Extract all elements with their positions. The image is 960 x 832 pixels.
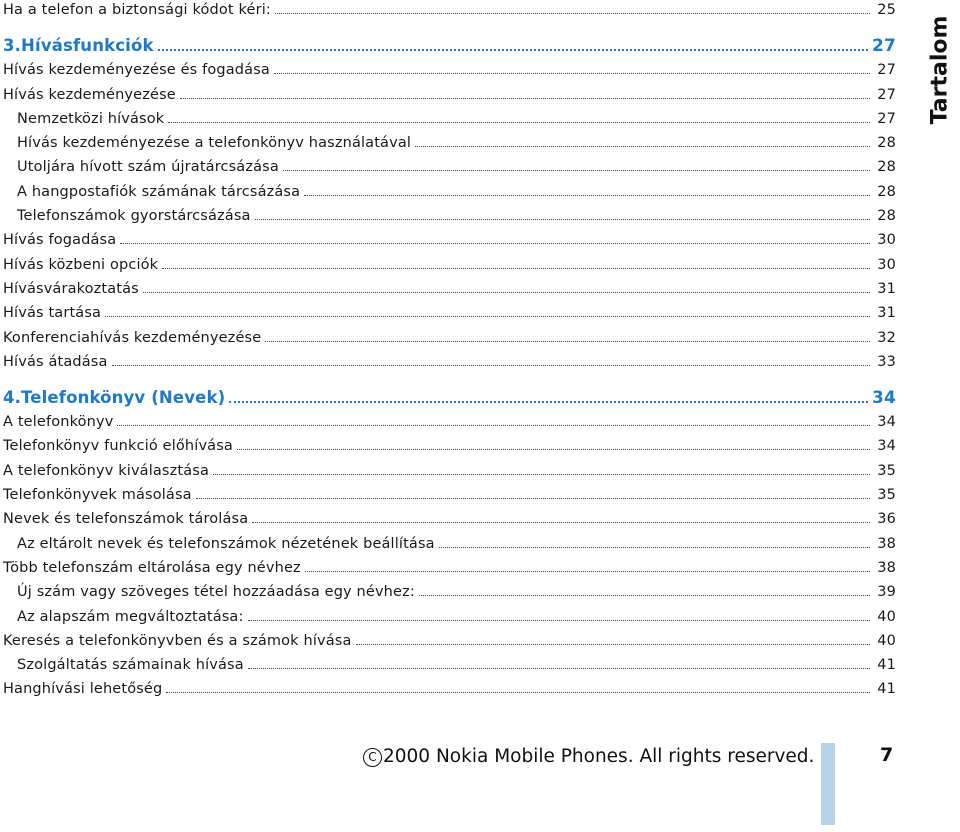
toc-entry-title: Hívás kezdeményezése a telefonkönyv használatával [17,135,412,152]
dot-leader [168,122,870,123]
toc-entry[interactable] [3,281,896,305]
toc-entry[interactable] [3,609,896,633]
toc-entry-title: Új szám vagy szöveges tétel hozzáadása egy névhez: [17,584,415,601]
dot-leader [112,365,871,366]
toc-entry[interactable] [3,111,896,135]
toc-entry-page: 39 [877,584,896,601]
toc-entry[interactable] [3,87,896,111]
toc-entry-title: A telefonkönyv kiválasztása [3,462,209,479]
dot-leader [105,316,870,317]
dot-leader [274,73,870,74]
toc-entry-page: 35 [877,487,896,504]
toc-entry-page: 38 [877,559,896,576]
toc-entry-title: Hívás közbeni opciók [3,256,159,273]
toc-entry-page: 34 [872,388,896,409]
toc-entry[interactable] [3,257,896,281]
toc-entry[interactable] [3,159,896,183]
toc-section-entry[interactable] [3,36,896,62]
toc-entry-title: Konferenciahívás kezdeményezése [3,329,262,346]
toc-entry-page: 28 [877,159,896,176]
toc-entry-page: 27 [877,86,896,103]
toc-entry[interactable] [3,354,896,378]
toc-entry-page: 40 [877,608,896,625]
toc-entry[interactable] [3,584,896,608]
dot-leader [304,195,870,196]
dot-leader [117,425,870,426]
dot-leader [275,13,870,14]
toc-entry-page: 30 [877,256,896,273]
dot-leader [166,692,870,693]
dot-leader [265,341,870,342]
toc-entry-page: 28 [877,135,896,152]
toc-entry-title: A telefonkönyv [3,414,114,431]
toc-entry-title: 3.Hívásfunkciók [3,36,154,56]
toc-entry-title: Telefonkönyvek másolása [3,487,192,504]
dot-leader [419,595,870,596]
page-margin-bar [821,743,835,825]
dot-leader [255,219,870,220]
toc-entry[interactable] [3,438,896,462]
toc-entry[interactable] [3,560,896,584]
toc-entry-title: Hívás átadása [3,353,108,370]
toc-entry-page: 25 [877,2,896,18]
toc-entry[interactable] [3,135,896,159]
copyright-text: 2000 Nokia Mobile Phones. All rights reserved. [383,746,815,767]
toc-entry-title: Nevek és telefonszámok tárolása [3,511,249,528]
toc-entry-title: Szolgáltatás számainak hívása [17,657,244,674]
toc-entry-title: Hívásvárakoztatás [3,280,139,297]
dot-leader [229,401,868,403]
dot-leader [158,49,868,51]
toc-entry-page: 41 [877,681,896,698]
toc-entry-title: Az eltárolt nevek és telefonszámok nézetének beállítása [17,535,435,552]
dot-leader [120,243,870,244]
toc-entry[interactable] [3,487,896,511]
toc-entry-page: 27 [877,110,896,127]
dot-leader [162,268,870,269]
toc-entry-title: Hívás fogadása [3,232,117,249]
toc-entry[interactable] [3,536,896,560]
dot-leader [415,146,870,147]
toc-entry-page: 30 [877,232,896,249]
table-of-contents [3,2,896,706]
copyright-footer [363,746,814,767]
toc-entry-title: Hívás tartása [3,305,102,322]
toc-entry-title: Ha a telefon a biztonsági kódot kéri: [3,2,271,18]
toc-entry-title: Telefonkönyv funkció előhívása [3,438,233,455]
toc-entry-page: 35 [877,462,896,479]
toc-entry[interactable] [3,657,896,681]
toc-entry[interactable] [3,184,896,208]
dot-leader [439,547,870,548]
dot-leader [180,98,870,99]
toc-entry-title: Az alapszám megváltoztatása: [17,608,244,625]
toc-entry-title: Nemzetközi hívások [17,110,165,127]
toc-entry-page: 28 [877,183,896,200]
toc-entry-page: 34 [877,414,896,431]
toc-entry-page: 32 [877,329,896,346]
toc-entry-page: 31 [877,280,896,297]
toc-entry-page: 40 [877,632,896,649]
toc-entry[interactable] [3,511,896,535]
toc-entry[interactable] [3,681,896,705]
page-number: 7 [880,744,894,766]
toc-entry-title: Hanghívási lehetőség [3,681,163,698]
toc-entry-title: Hívás kezdeményezése és fogadása [3,62,270,79]
dot-leader [237,449,870,450]
toc-entry[interactable] [3,330,896,354]
dot-leader [213,474,870,475]
toc-entry-page: 27 [877,62,896,79]
toc-entry-page: 34 [877,438,896,455]
toc-entry[interactable] [3,232,896,256]
toc-entry-page: 36 [877,511,896,528]
toc-entry-page: 41 [877,657,896,674]
dot-leader [248,668,870,669]
toc-entry[interactable] [3,62,896,86]
toc-entry[interactable] [3,2,896,26]
toc-entry[interactable] [3,208,896,232]
toc-entry-title: Telefonszámok gyorstárcsázása [17,208,251,225]
toc-entry[interactable] [3,305,896,329]
toc-entry-title: Keresés a telefonkönyvben és a számok hívása [3,632,352,649]
toc-entry-title: 4.Telefonkönyv (Nevek) [3,388,226,408]
toc-section-entry[interactable] [3,388,896,414]
toc-entry-title: Hívás kezdeményezése [3,86,176,103]
toc-entry-title: A hangpostafiók számának tárcsázása [17,183,301,200]
toc-entry-page: 27 [872,36,896,57]
toc-entry[interactable] [3,463,896,487]
dot-leader [305,571,870,572]
toc-entry-page: 33 [877,353,896,370]
dot-leader [248,620,870,621]
dot-leader [356,644,870,645]
dot-leader [283,170,870,171]
toc-entry-title: Utoljára hívott szám újratárcsázása [17,159,279,176]
toc-entry-page: 38 [877,535,896,552]
toc-entry[interactable] [3,414,896,438]
toc-entry-title: Több telefonszám eltárolása egy névhez [3,559,301,576]
dot-leader [252,522,870,523]
copyright-icon: C [363,748,382,767]
toc-entry-page: 31 [877,305,896,322]
toc-entry-page: 28 [877,208,896,225]
side-tab [920,10,960,130]
dot-leader [196,498,870,499]
toc-entry[interactable] [3,633,896,657]
side-tab-label: Tartalom [927,15,953,125]
dot-leader [143,292,870,293]
